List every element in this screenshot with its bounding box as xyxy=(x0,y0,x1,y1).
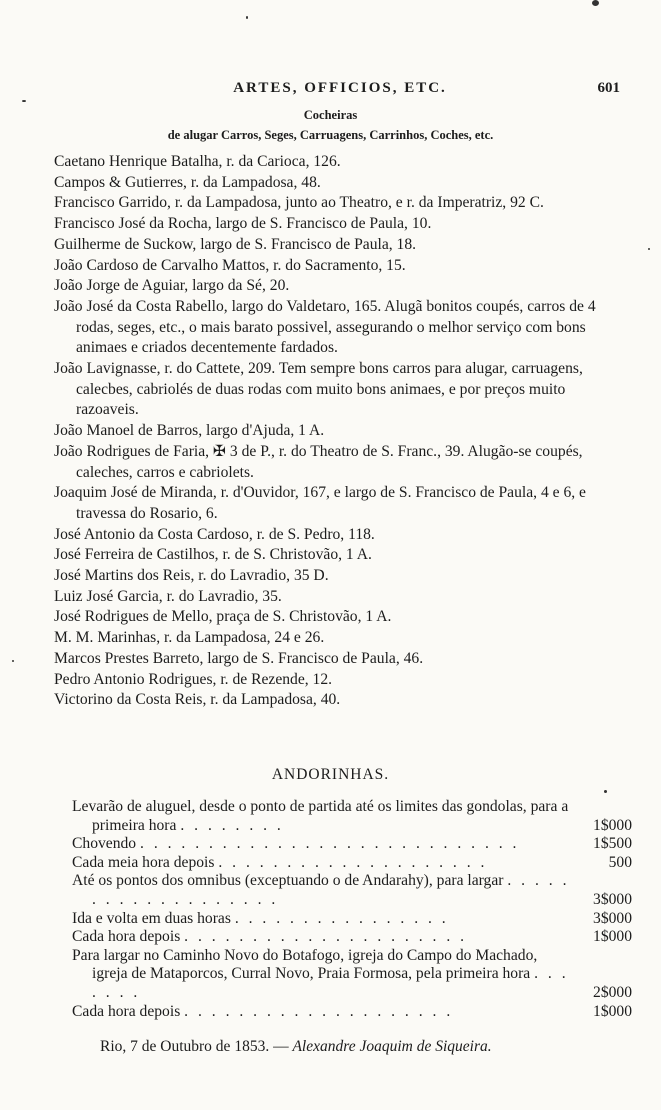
list-item: João José da Costa Rabello, largo do Valdetaro, 165. Alugã bonitos coupés, carros de 4 rodas, seges, etc., o mais barato possivel, assegurando o melhor serviço com bons animaes e criados decentemente fardados. xyxy=(54,297,596,357)
list-item: João Rodrigues de Faria, ✠ 3 de P., r. do Theatro de S. Franc., 39. Alugão-se coupés, caleches, carros e cabriolets. xyxy=(54,442,583,481)
fare-text: Cada meia hora depois xyxy=(72,853,215,871)
fare-row: Para largar no Caminho Novo do Botafogo, igreja do Campo do Machado, igreja de Mataporcos, Curral Novo, Praia Formosa, pela primeira hora . . . . . . . 2$000 xyxy=(72,946,632,1001)
list-item: Francisco José da Rocha, largo de S. Francisco de Paula, 10. xyxy=(54,215,432,233)
fare-text: Cada hora depois xyxy=(72,1002,181,1020)
fare-amount: 3$000 xyxy=(593,890,632,908)
fare-amount: 1$000 xyxy=(593,928,632,946)
list-item: Caetano Henrique Batalha, r. da Carioca, 126. xyxy=(54,153,341,170)
fare-text: Cada hora depois xyxy=(72,928,181,946)
fare-amount: 500 xyxy=(608,853,632,871)
fare-amount: 3$000 xyxy=(593,909,632,927)
ink-speck xyxy=(22,100,26,102)
fare-row: Cada hora depois . . . . . . . . . . . . . . . . . . . . . 1$000 xyxy=(72,928,632,946)
fare-row: Até os pontos dos omnibus (exceptuando o de Andarahy), para largar . . . . . . . . . . . . . . . . . . . 3$000 xyxy=(72,872,632,908)
signature-author: Alexandre Joaquim de Siqueira. xyxy=(292,1038,492,1055)
list-item: Guilherme de Suckow, largo de S. Francisco de Paula, 18. xyxy=(54,235,417,253)
fare-amount: 1$500 xyxy=(593,835,632,853)
fare-text: Para largar no Caminho Novo do Botafogo, igreja do Campo do Machado, igreja de Mataporcos, Curral Novo, Praia Formosa, pela primeira hora xyxy=(72,946,538,983)
list-item: João Cardoso de Carvalho Mattos, r. do Sacramento, 15. xyxy=(54,256,406,274)
list-item: Pedro Antonio Rodrigues, r. de Rezende, 12. xyxy=(54,670,333,688)
list-item: José Ferreira de Castilhos, r. de S. Christovão, 1 A. xyxy=(54,546,372,564)
fare-row: Cada meia hora depois . . . . . . . . . . . . . . . . . . . . 500 xyxy=(72,853,632,871)
list-item: Campos & Gutierres, r. da Lampadosa, 48. xyxy=(54,173,321,191)
fare-amount: 2$000 xyxy=(593,983,632,1001)
fare-text: Levarão de aluguel, desde o ponto de partida até os limites das gondolas, para a primeira hora xyxy=(72,798,569,834)
fares-list xyxy=(72,798,632,1021)
fare-amount: 1$000 xyxy=(593,1002,632,1020)
fare-text: Até os pontos dos omnibus (exceptuando o de Andarahy), para largar xyxy=(72,872,504,890)
list-item: M. M. Marinhas, r. da Lampadosa, 24 e 26. xyxy=(54,629,325,647)
list-item: Victorino da Costa Reis, r. da Lampadosa, 40. xyxy=(54,691,341,709)
header-title: ARTES, OFFICIOS, ETC. xyxy=(233,80,447,96)
list-item: João Jorge de Aguiar, largo da Sé, 20. xyxy=(54,277,290,295)
running-header xyxy=(60,80,620,102)
list-item: José Antonio da Costa Cardoso, r. de S. Pedro, 118. xyxy=(54,525,375,543)
ink-speck xyxy=(648,248,650,250)
ink-speck xyxy=(592,0,599,6)
fare-row: Chovendo . . . . . . . . . . . . . . . . . . . . . . . . . . . . 1$500 xyxy=(72,835,632,853)
list-item: João Lavignasse, r. do Cattete, 209. Tem sempre bons carros para alugar, carruagens, calecbes, cabriolés de duas rodas com muito bons animaes, e por preços muito razoaveis. xyxy=(54,360,583,419)
andorinhas-title: ANDORINHAS. xyxy=(271,766,390,783)
fare-text: Ida e volta em duas horas xyxy=(72,909,231,927)
section-title: Cocheiras xyxy=(303,108,358,122)
ink-speck xyxy=(246,16,248,19)
list-item: João Manoel de Barros, largo d'Ajuda, 1 A. xyxy=(54,422,325,440)
list-item: Luiz José Garcia, r. do Lavradio, 35. xyxy=(54,587,282,605)
fare-row: Levarão de aluguel, desde o ponto de partida até os limites das gondolas, para a primeira hora . . . . . . . . 1$000 xyxy=(72,798,632,834)
fare-amount: 1$000 xyxy=(593,816,632,834)
page-number: 601 xyxy=(597,80,620,96)
fare-text: Chovendo xyxy=(72,835,137,853)
cocheiras-list xyxy=(54,152,622,711)
fare-row: Cada hora depois . . . . . . . . . . . . . . . . . . . . 1$000 xyxy=(72,1002,632,1020)
list-item: José Rodrigues de Mello, praça de S. Christovão, 1 A. xyxy=(54,608,392,626)
list-item: Joaquim José de Miranda, r. d'Ouvidor, 167, e largo de S. Francisco de Paula, 4 e 6, e travessa do Rosario, 6. xyxy=(54,484,586,522)
signature-date: Rio, 7 de Outubro de 1853. — xyxy=(100,1038,289,1055)
ink-speck xyxy=(12,660,14,662)
signature-line xyxy=(100,1038,620,1056)
list-item: Francisco Garrido, r. da Lampadosa, junto ao Theatro, e r. da Imperatriz, 92 C. xyxy=(54,194,544,212)
list-item: José Martins dos Reis, r. do Lavradio, 35 D. xyxy=(54,567,329,585)
ink-speck xyxy=(604,790,607,793)
list-item: Marcos Prestes Barreto, largo de S. Francisco de Paula, 46. xyxy=(54,649,424,667)
fare-row: Ida e volta em duas horas . . . . . . . . . . . . . . . . 3$000 xyxy=(72,909,632,927)
section-subtitle: de alugar Carros, Seges, Carruagens, Carrinhos, Coches, etc. xyxy=(167,128,494,142)
